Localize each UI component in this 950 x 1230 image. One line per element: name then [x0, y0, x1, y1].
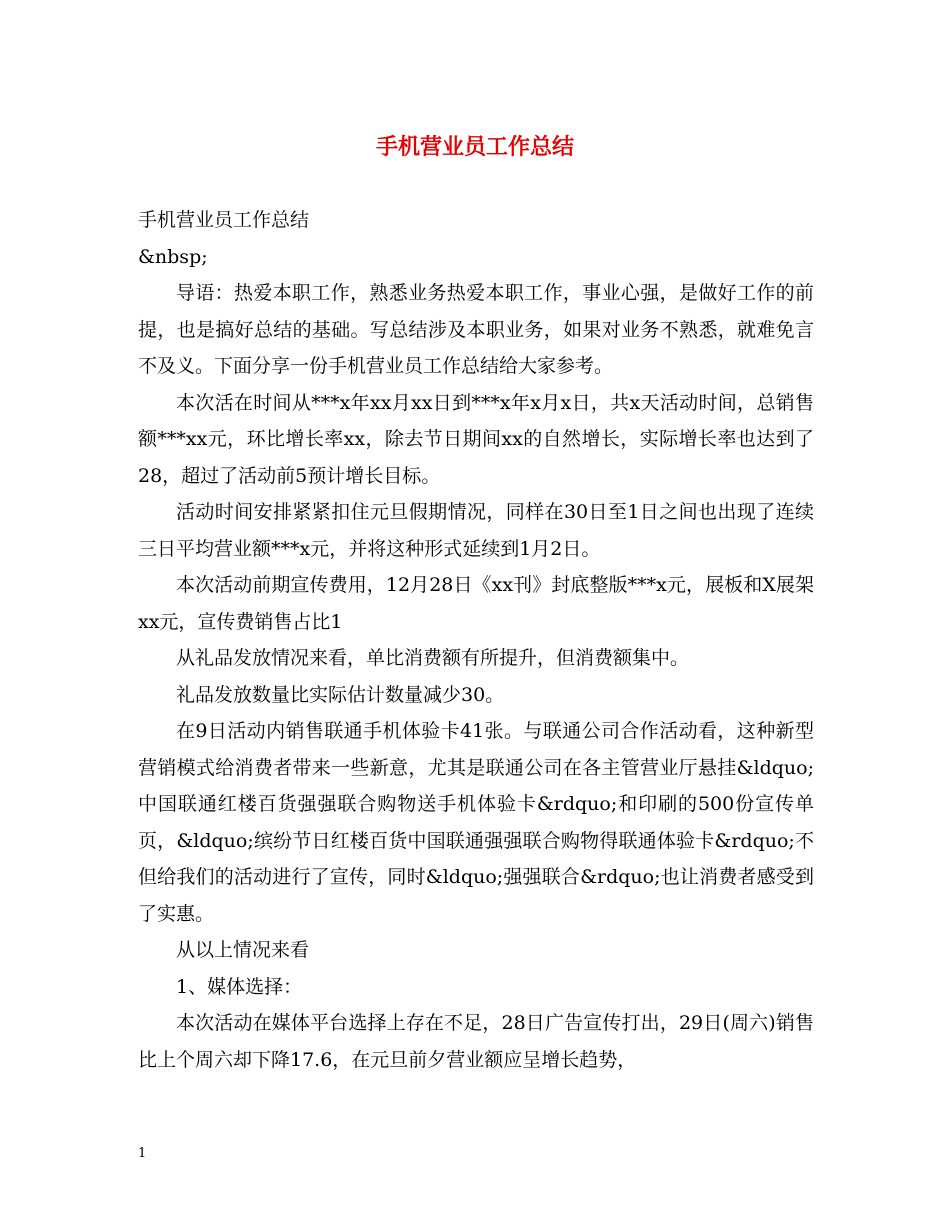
paragraph-media-analysis: 本次活动在媒体平台选择上存在不足，28日广告宣传打出，29日(周六)销售比上个周六却下降17.6，在元旦前夕营业额应呈增长趋势，	[138, 1012, 814, 1071]
document-body	[138, 202, 814, 1078]
paragraph-gift-distribution: 从礼品发放情况来看，单比消费额有所提升，但消费额集中。	[176, 647, 690, 669]
paragraph-unicom-cooperation: 在9日活动内销售联通手机体验卡41张。与联通公司合作活动看，这种新型营销模式给消费者带来一些新意，尤其是联通公司在各主管营业厅悬挂&ldquo;中国联通红楼百货强强联合购物送手机体验卡&rdquo;和印刷的500份宣传单页，&ldquo;缤纷节日红楼百货中国联通强强联合购物得联通体验卡&rdquo;不但给我们的活动进行了宣传，同时&ldquo;强强联合&rdquo;也让消费者感受到了实惠。	[138, 720, 814, 925]
paragraph-intro: 导语：热爱本职工作，熟悉业务热爱本职工作，事业心强，是做好工作的前提，也是搞好总结的基础。写总结涉及本职业务，如果对业务不熟悉，就难免言不及义。下面分享一份手机营业员工作总结给大家参考。	[138, 282, 814, 377]
paragraph-media-heading: 1、媒体选择：	[176, 975, 303, 998]
paragraph-gift-quantity: 礼品发放数量比实际估计数量减少30。	[176, 683, 505, 706]
document-title: 手机营业员工作总结	[375, 135, 574, 160]
paragraph-conclusion-lead: 从以上情况来看	[176, 939, 310, 961]
paragraph-heading: 手机营业员工作总结	[138, 209, 310, 231]
paragraph-sales-summary: 本次活在时间从***x年xx月xx日到***x年x月x日，共x天活动时间，总销售额***xx元，环比增长率xx，除去节日期间xx的自然增长，实际增长率也达到了28，超过了活动前5预计增长目标。	[138, 391, 814, 487]
page-number: 1	[138, 1146, 147, 1161]
paragraph-promo-cost: 本次活动前期宣传费用，12月28日《xx刊》封底整版***x元，展板和X展架xx元，宣传费销售占比1	[138, 574, 814, 633]
paragraph-nbsp: &nbsp;	[138, 245, 208, 268]
paragraph-schedule: 活动时间安排紧紧扣住元旦假期情况，同样在30日至1日之间也出现了连续三日平均营业额***x元，并将这种形式延续到1月2日。	[138, 501, 814, 560]
